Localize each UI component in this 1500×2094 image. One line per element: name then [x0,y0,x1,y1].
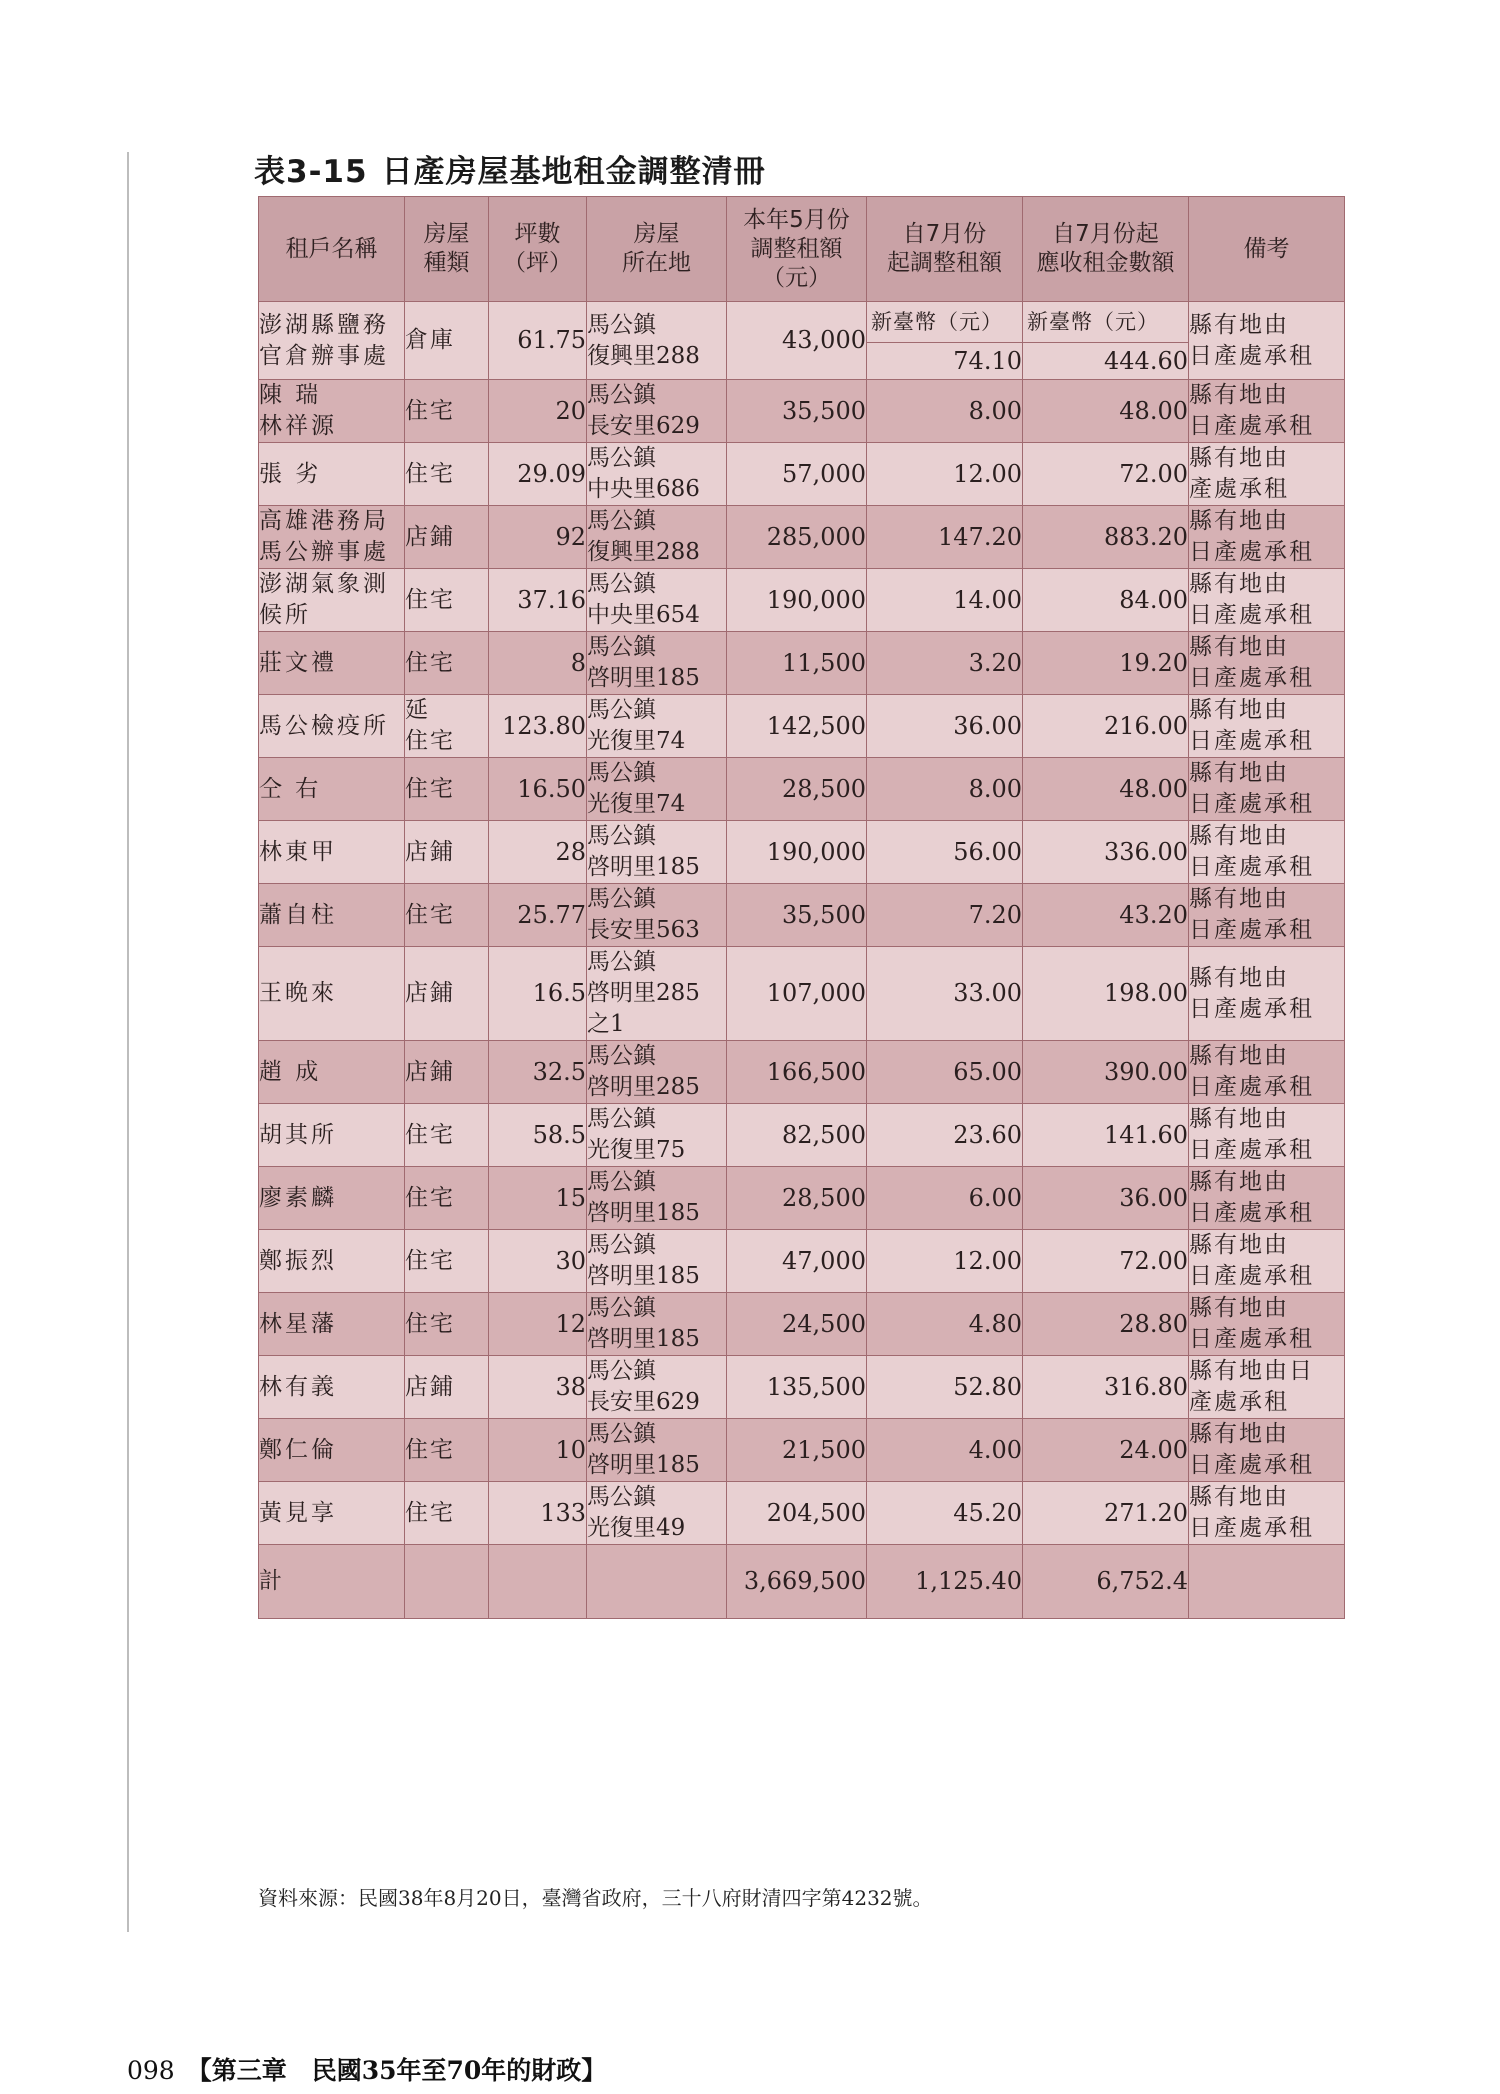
table-row [259,1419,1345,1482]
header-remarks: 備考 [1189,197,1345,302]
july-rent-cell: 52.80 [867,1356,1023,1419]
page-footer [127,2051,606,2087]
location-cell: 馬公鎮 啓明里285 [587,1041,727,1104]
remarks-cell: 縣有地由 日產處承租 [1189,1419,1345,1482]
remarks-cell: 縣有地由 日產處承租 [1189,380,1345,443]
house-type-cell: 倉庫 [405,302,489,380]
header-may-rent: 本年5月份 調整租額 （元） [727,197,867,302]
table-row [259,1356,1345,1419]
receivable-cell: 19.20 [1023,632,1189,695]
july-rent-cell: 4.80 [867,1293,1023,1356]
remarks-cell: 縣有地由 日產處承租 [1189,947,1345,1041]
header-row [259,197,1345,302]
july-rent-cell: 3.20 [867,632,1023,695]
remarks-cell: 縣有地由 日產處承租 [1189,821,1345,884]
table-row [259,1104,1345,1167]
house-type-cell: 住宅 [405,1419,489,1482]
may-rent-cell: 142,500 [727,695,867,758]
july-rent-cell: 12.00 [867,1230,1023,1293]
location-cell: 馬公鎮 啓明里185 [587,1419,727,1482]
receivable-cell: 24.00 [1023,1419,1189,1482]
tenant-name-cell: 馬公檢疫所 [259,695,405,758]
receivable-cell: 141.60 [1023,1104,1189,1167]
area-cell: 30 [489,1230,587,1293]
house-type-cell: 住宅 [405,1293,489,1356]
table-row [259,758,1345,821]
receivable-cell: 271.20 [1023,1482,1189,1545]
receivable-cell: 883.20 [1023,506,1189,569]
house-type-cell: 店鋪 [405,1356,489,1419]
table-row [259,1230,1345,1293]
area-cell: 28 [489,821,587,884]
july-rent-cell: 147.20 [867,506,1023,569]
remarks-cell: 縣有地由 日產處承租 [1189,632,1345,695]
header-area: 坪數 （坪） [489,197,587,302]
empty-cell [587,1545,727,1619]
may-rent-cell: 24,500 [727,1293,867,1356]
table-row [259,302,1345,380]
july-rent-cell: 14.00 [867,569,1023,632]
house-type-cell: 店鋪 [405,506,489,569]
receivable-cell: 48.00 [1023,758,1189,821]
receivable-cell: 216.00 [1023,695,1189,758]
area-cell: 12 [489,1293,587,1356]
may-rent-cell: 204,500 [727,1482,867,1545]
empty-cell [405,1545,489,1619]
area-cell: 92 [489,506,587,569]
location-cell: 馬公鎮 長安里563 [587,884,727,947]
table-row [259,380,1345,443]
receivable-cell: 198.00 [1023,947,1189,1041]
location-cell: 馬公鎮 光復里74 [587,695,727,758]
may-rent-cell: 135,500 [727,1356,867,1419]
location-cell: 馬公鎮 啓明里285 之1 [587,947,727,1041]
tenant-name-cell: 陳 瑞 林祥源 [259,380,405,443]
remarks-cell: 縣有地由日 產處承租 [1189,1356,1345,1419]
july-rent-cell [867,302,1023,380]
table-row [259,695,1345,758]
area-cell: 29.09 [489,443,587,506]
header-house-type: 房屋 種類 [405,197,489,302]
house-type-cell: 店鋪 [405,947,489,1041]
tenant-name-cell: 澎湖氣象測 候所 [259,569,405,632]
house-type-cell: 店鋪 [405,1041,489,1104]
house-type-cell: 住宅 [405,1104,489,1167]
area-cell: 38 [489,1356,587,1419]
remarks-cell: 縣有地由 日產處承租 [1189,302,1345,380]
tenant-name-cell: 仝 右 [259,758,405,821]
receivable-cell: 336.00 [1023,821,1189,884]
total-receivable-cell: 6,752.4 [1023,1545,1189,1619]
table-row [259,443,1345,506]
remarks-cell: 縣有地由 日產處承租 [1189,884,1345,947]
remarks-cell: 縣有地由 日產處承租 [1189,506,1345,569]
may-rent-cell: 166,500 [727,1041,867,1104]
house-type-cell: 店鋪 [405,821,489,884]
location-cell: 馬公鎮 啓明里185 [587,1167,727,1230]
value-text: 74.10 [953,347,1022,375]
receivable-cell: 72.00 [1023,443,1189,506]
table-row [259,947,1345,1041]
remarks-cell: 縣有地由 日產處承租 [1189,1104,1345,1167]
location-cell: 馬公鎮 啓明里185 [587,821,727,884]
location-cell: 馬公鎮 長安里629 [587,1356,727,1419]
may-rent-cell: 35,500 [727,380,867,443]
receivable-cell: 43.20 [1023,884,1189,947]
july-rent-cell: 6.00 [867,1167,1023,1230]
tenant-name-cell: 莊文禮 [259,632,405,695]
table-title-text: 日產房屋基地租金調整清冊 [381,154,766,190]
house-type-cell: 住宅 [405,1230,489,1293]
location-cell: 馬公鎮 長安里629 [587,380,727,443]
table-body [259,302,1345,1619]
house-type-cell: 住宅 [405,632,489,695]
total-label-cell: 計 [259,1545,405,1619]
july-rent-cell: 4.00 [867,1419,1023,1482]
area-cell: 10 [489,1419,587,1482]
july-rent-cell: 12.00 [867,443,1023,506]
table-code: 表3-15 [254,154,368,190]
header-location: 房屋 所在地 [587,197,727,302]
area-cell: 123.80 [489,695,587,758]
may-rent-cell: 43,000 [727,302,867,380]
location-cell: 馬公鎮 光復里49 [587,1482,727,1545]
house-type-cell: 住宅 [405,884,489,947]
july-rent-cell: 23.60 [867,1104,1023,1167]
july-rent-cell: 56.00 [867,821,1023,884]
house-type-cell: 延 住宅 [405,695,489,758]
tenant-name-cell: 林星藩 [259,1293,405,1356]
may-rent-cell: 11,500 [727,632,867,695]
table-row [259,884,1345,947]
receivable-cell: 72.00 [1023,1230,1189,1293]
currency-unit-label: 新臺幣（元） [867,302,1023,343]
location-cell: 馬公鎮 光復里75 [587,1104,727,1167]
header-receivable: 自7月份起 應收租金數額 [1023,197,1189,302]
area-cell: 8 [489,632,587,695]
may-rent-cell: 47,000 [727,1230,867,1293]
tenant-name-cell: 鄭振烈 [259,1230,405,1293]
total-may-rent-cell: 3,669,500 [727,1545,867,1619]
july-rent-cell: 45.20 [867,1482,1023,1545]
tenant-name-cell: 林東甲 [259,821,405,884]
july-rent-cell: 7.20 [867,884,1023,947]
tenant-name-cell: 王晩來 [259,947,405,1041]
house-type-cell: 住宅 [405,443,489,506]
remarks-cell: 縣有地由 日產處承租 [1189,1482,1345,1545]
value-text: 444.60 [1104,347,1188,375]
tenant-name-cell: 黃見享 [259,1482,405,1545]
tenant-name-cell: 澎湖縣鹽務 官倉辦事處 [259,302,405,380]
remarks-cell: 縣有地由 日產處承租 [1189,1041,1345,1104]
header-july-rent: 自7月份 起調整租額 [867,197,1023,302]
receivable-cell: 48.00 [1023,380,1189,443]
may-rent-cell: 82,500 [727,1104,867,1167]
chapter-label: 【第三章 民國35年至70年的財政】 [186,2056,607,2085]
may-rent-cell: 21,500 [727,1419,867,1482]
location-cell: 馬公鎮 中央里686 [587,443,727,506]
remarks-cell: 縣有地由 日產處承租 [1189,1293,1345,1356]
area-cell: 32.5 [489,1041,587,1104]
july-rent-cell: 8.00 [867,758,1023,821]
may-rent-cell: 57,000 [727,443,867,506]
table-row [259,821,1345,884]
july-rent-cell: 8.00 [867,380,1023,443]
may-rent-cell: 35,500 [727,884,867,947]
table-title [254,146,766,191]
house-type-cell: 住宅 [405,380,489,443]
area-cell: 61.75 [489,302,587,380]
tenant-name-cell: 蕭自柱 [259,884,405,947]
tenant-name-cell: 張 劣 [259,443,405,506]
may-rent-cell: 107,000 [727,947,867,1041]
remarks-cell: 縣有地由 產處承租 [1189,443,1345,506]
table-row [259,506,1345,569]
receivable-cell: 84.00 [1023,569,1189,632]
rent-adjustment-table [258,196,1345,1619]
may-rent-cell: 285,000 [727,506,867,569]
may-rent-cell: 28,500 [727,758,867,821]
table-row [259,1041,1345,1104]
empty-cell [489,1545,587,1619]
table-row [259,1482,1345,1545]
area-cell: 133 [489,1482,587,1545]
receivable-cell [1023,302,1189,380]
location-cell: 馬公鎮 復興里288 [587,506,727,569]
may-rent-cell: 28,500 [727,1167,867,1230]
table-row [259,632,1345,695]
area-cell: 20 [489,380,587,443]
may-rent-cell: 190,000 [727,569,867,632]
tenant-name-cell: 高雄港務局 馬公辦事處 [259,506,405,569]
receivable-cell: 390.00 [1023,1041,1189,1104]
area-cell: 58.5 [489,1104,587,1167]
area-cell: 25.77 [489,884,587,947]
source-note: 資料來源：民國38年8月20日，臺灣省政府，三十八府財清四字第4232號。 [258,1886,933,1910]
location-cell: 馬公鎮 復興里288 [587,302,727,380]
tenant-name-cell: 林有義 [259,1356,405,1419]
total-july-rent-cell: 1,125.40 [867,1545,1023,1619]
remarks-cell: 縣有地由 日產處承租 [1189,758,1345,821]
page-number: 098 [127,2056,175,2085]
table-row [259,569,1345,632]
remarks-cell: 縣有地由 日產處承租 [1189,569,1345,632]
july-rent-cell: 33.00 [867,947,1023,1041]
house-type-cell: 住宅 [405,1167,489,1230]
location-cell: 馬公鎮 啓明里185 [587,1230,727,1293]
area-cell: 37.16 [489,569,587,632]
tenant-name-cell: 鄭仁倫 [259,1419,405,1482]
currency-unit-label: 新臺幣（元） [1023,302,1189,343]
area-cell: 16.5 [489,947,587,1041]
tenant-name-cell: 廖素麟 [259,1167,405,1230]
location-cell: 馬公鎮 光復里74 [587,758,727,821]
table-row [259,1293,1345,1356]
house-type-cell: 住宅 [405,758,489,821]
area-cell: 16.50 [489,758,587,821]
receivable-cell: 28.80 [1023,1293,1189,1356]
margin-rule [127,152,129,1932]
receivable-cell: 316.80 [1023,1356,1189,1419]
location-cell: 馬公鎮 中央里654 [587,569,727,632]
receivable-cell: 36.00 [1023,1167,1189,1230]
may-rent-cell: 190,000 [727,821,867,884]
empty-cell [1189,1545,1345,1619]
table-row [259,1167,1345,1230]
house-type-cell: 住宅 [405,1482,489,1545]
july-rent-cell: 36.00 [867,695,1023,758]
remarks-cell: 縣有地由 日產處承租 [1189,695,1345,758]
house-type-cell: 住宅 [405,569,489,632]
tenant-name-cell: 趙 成 [259,1041,405,1104]
location-cell: 馬公鎮 啓明里185 [587,1293,727,1356]
remarks-cell: 縣有地由 日產處承租 [1189,1230,1345,1293]
july-rent-cell: 65.00 [867,1041,1023,1104]
location-cell: 馬公鎮 啓明里185 [587,632,727,695]
total-row [259,1545,1345,1619]
remarks-cell: 縣有地由 日產處承租 [1189,1167,1345,1230]
header-tenant-name: 租戶名稱 [259,197,405,302]
tenant-name-cell: 胡其所 [259,1104,405,1167]
area-cell: 15 [489,1167,587,1230]
